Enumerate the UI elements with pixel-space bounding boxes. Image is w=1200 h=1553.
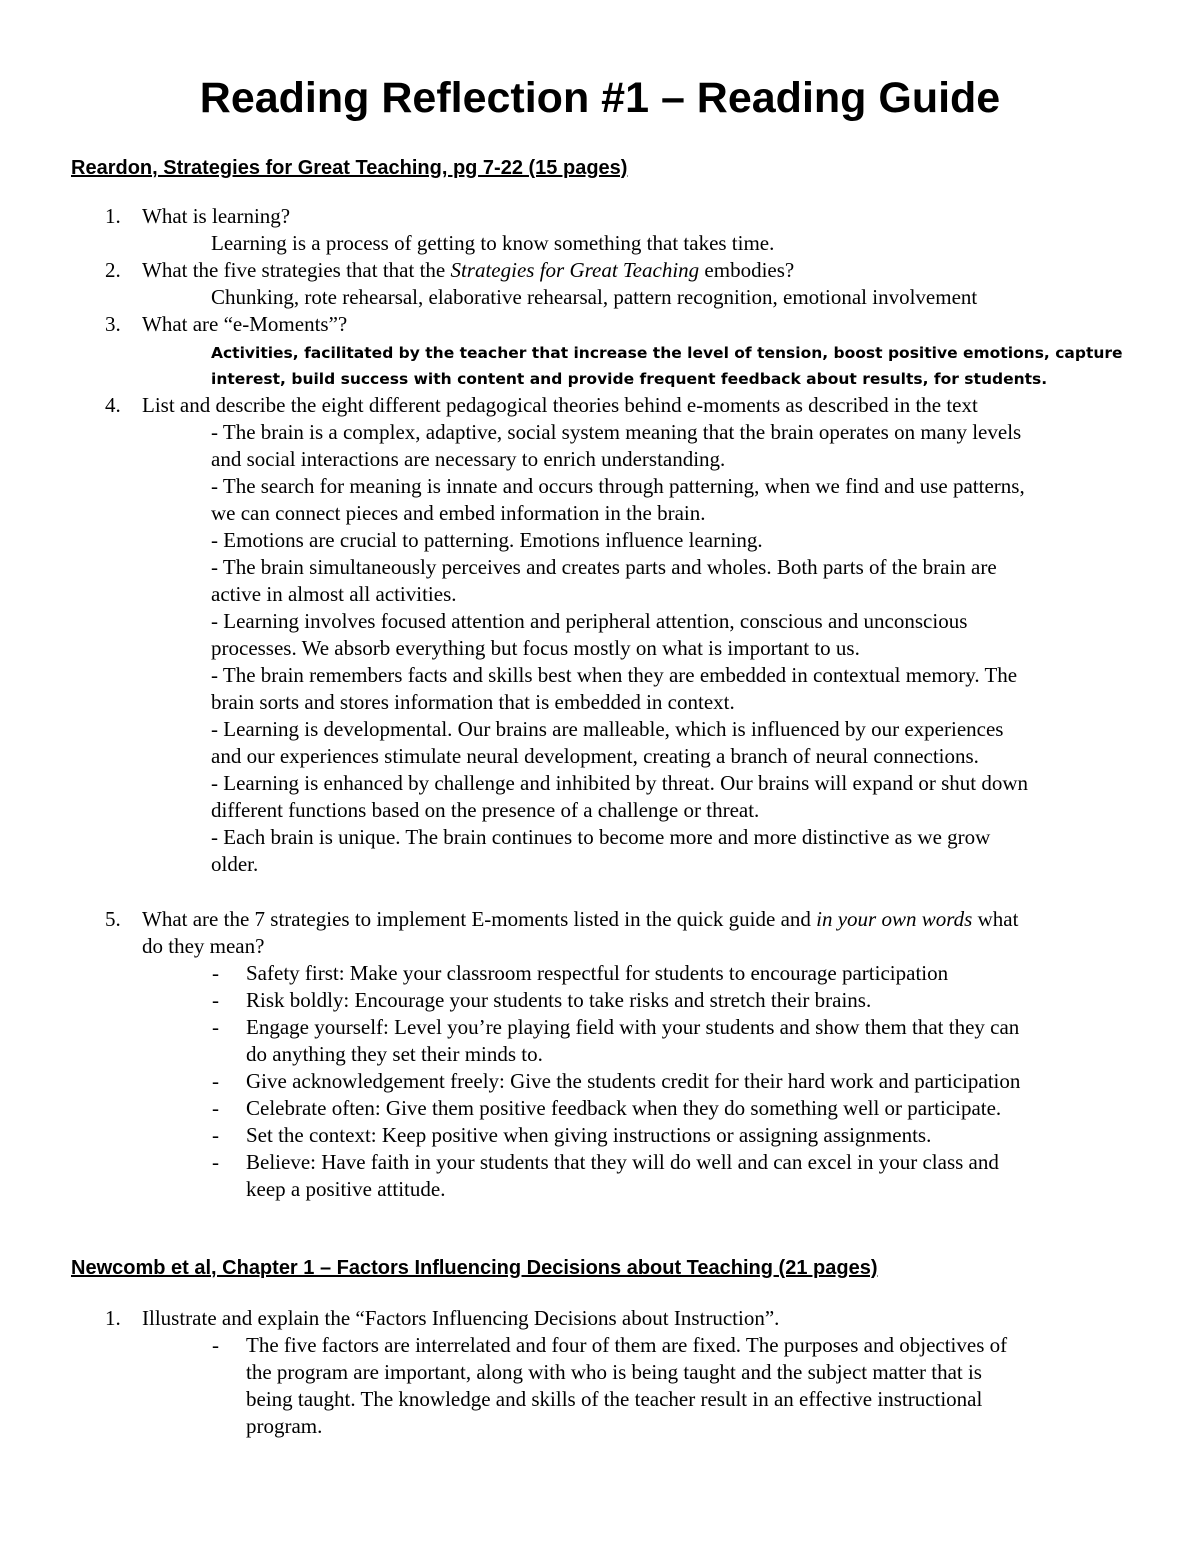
question-number: 2.: [105, 258, 121, 282]
bullet-line: Risk boldly: Encourage your students to take risks and stretch their brains.: [246, 988, 872, 1012]
answer-text: Learning is a process of getting to know something that takes time.: [211, 231, 775, 255]
bullet-line: Celebrate often: Give them positive feedback when they do something well or participate.: [246, 1096, 1002, 1120]
book-title-italic: Strategies for Great Teaching: [450, 258, 700, 282]
answer-line: - Emotions are crucial to patterning. Emotions influence learning.: [211, 528, 763, 552]
answer-line: we can connect pieces and embed information in the brain.: [211, 501, 706, 525]
answer-line: different functions based on the presence of a challenge or threat.: [211, 798, 760, 822]
bullet-dash: -: [212, 1123, 219, 1147]
answer-line: older.: [211, 852, 259, 876]
answer-line: the program are important, along with who is being taught and the subject matter that is: [246, 1360, 982, 1384]
answer-line: and social interactions are necessary to enrich understanding.: [211, 447, 726, 471]
answer-line: interest, build success with content and provide frequent feedback about results, for students.: [211, 370, 1048, 388]
bullet-line: Believe: Have faith in your students that they will do well and can excel in your class and: [246, 1150, 999, 1174]
emphasis-italic: in your own words: [816, 907, 973, 931]
answer-line: - The brain remembers facts and skills best when they are embedded in contextual memory. The: [211, 663, 1018, 687]
question-number: 3.: [105, 312, 121, 336]
section-heading-newcomb: Newcomb et al, Chapter 1 – Factors Influencing Decisions about Teaching (21 pages): [71, 1257, 878, 1279]
answer-line: - The brain simultaneously perceives and creates parts and wholes. Both parts of the brain are: [211, 555, 997, 579]
document-title: Reading Reflection #1 – Reading Guide: [199, 74, 1001, 122]
bullet-line: keep a positive attitude.: [246, 1177, 446, 1201]
question-number: 4.: [105, 393, 121, 417]
question-text: What are the 7 strategies to implement E-moments listed in the quick guide and in your own words what: [142, 907, 1019, 931]
bullet-dash: -: [212, 1096, 219, 1120]
answer-line: - Learning involves focused attention and peripheral attention, conscious and unconscious: [211, 609, 968, 633]
bullet-line: Safety first: Make your classroom respectful for students to encourage participation: [246, 961, 949, 985]
question-text: Illustrate and explain the “Factors Influencing Decisions about Instruction”.: [142, 1306, 780, 1330]
question-text: What is learning?: [142, 204, 291, 228]
answer-line: brain sorts and stores information that is embedded in context.: [211, 690, 735, 714]
question-text: do they mean?: [142, 934, 265, 958]
answer-line: being taught. The knowledge and skills of the teacher result in an effective instructional: [246, 1387, 983, 1411]
answer-line: - The search for meaning is innate and occurs through patterning, when we find and use patterns,: [211, 474, 1025, 498]
question-text: What the five strategies that that the Strategies for Great Teaching embodies?: [142, 258, 795, 282]
question-number: 5.: [105, 907, 121, 931]
answer-line: and our experiences stimulate neural development, creating a branch of neural connections.: [211, 744, 979, 768]
answer-line: - The brain is a complex, adaptive, social system meaning that the brain operates on many levels: [211, 420, 1022, 444]
bullet-line: Set the context: Keep positive when giving instructions or assigning assignments.: [246, 1123, 932, 1147]
question-number: 1.: [105, 204, 121, 228]
bullet-dash: -: [212, 961, 219, 985]
answer-line: The five factors are interrelated and four of them are fixed. The purposes and objectives of: [246, 1333, 1008, 1357]
answer-line: - Learning is enhanced by challenge and inhibited by threat. Our brains will expand or shut down: [211, 771, 1029, 795]
question-text: What are “e-Moments”?: [142, 312, 348, 336]
bullet-dash: -: [212, 1069, 219, 1093]
bullet-dash: -: [212, 1333, 219, 1357]
bullet-line: do anything they set their minds to.: [246, 1042, 543, 1066]
answer-line: program.: [246, 1414, 323, 1438]
answer-line: processes. We absorb everything but focus mostly on what is important to us.: [211, 636, 860, 660]
bullet-dash: -: [212, 1150, 219, 1174]
answer-text: Chunking, rote rehearsal, elaborative rehearsal, pattern recognition, emotional involvement: [211, 285, 978, 309]
answer-line: active in almost all activities.: [211, 582, 457, 606]
question-text: List and describe the eight different pedagogical theories behind e-moments as described in the text: [142, 393, 978, 417]
answer-line: - Learning is developmental. Our brains are malleable, which is influenced by our experiences: [211, 717, 1004, 741]
question-number: 1.: [105, 1306, 121, 1330]
bullet-line: Engage yourself: Level you’re playing field with your students and show them that they can: [246, 1015, 1020, 1039]
section-heading-reardon: Reardon, Strategies for Great Teaching, pg 7-22 (15 pages): [71, 157, 628, 179]
bullet-dash: -: [212, 1015, 219, 1039]
answer-line: - Each brain is unique. The brain continues to become more and more distinctive as we grow: [211, 825, 991, 849]
bullet-dash: -: [212, 988, 219, 1012]
answer-line: Activities, facilitated by the teacher that increase the level of tension, boost positive emotions, capture: [211, 344, 1123, 362]
bullet-line: Give acknowledgement freely: Give the students credit for their hard work and participation: [246, 1069, 1021, 1093]
